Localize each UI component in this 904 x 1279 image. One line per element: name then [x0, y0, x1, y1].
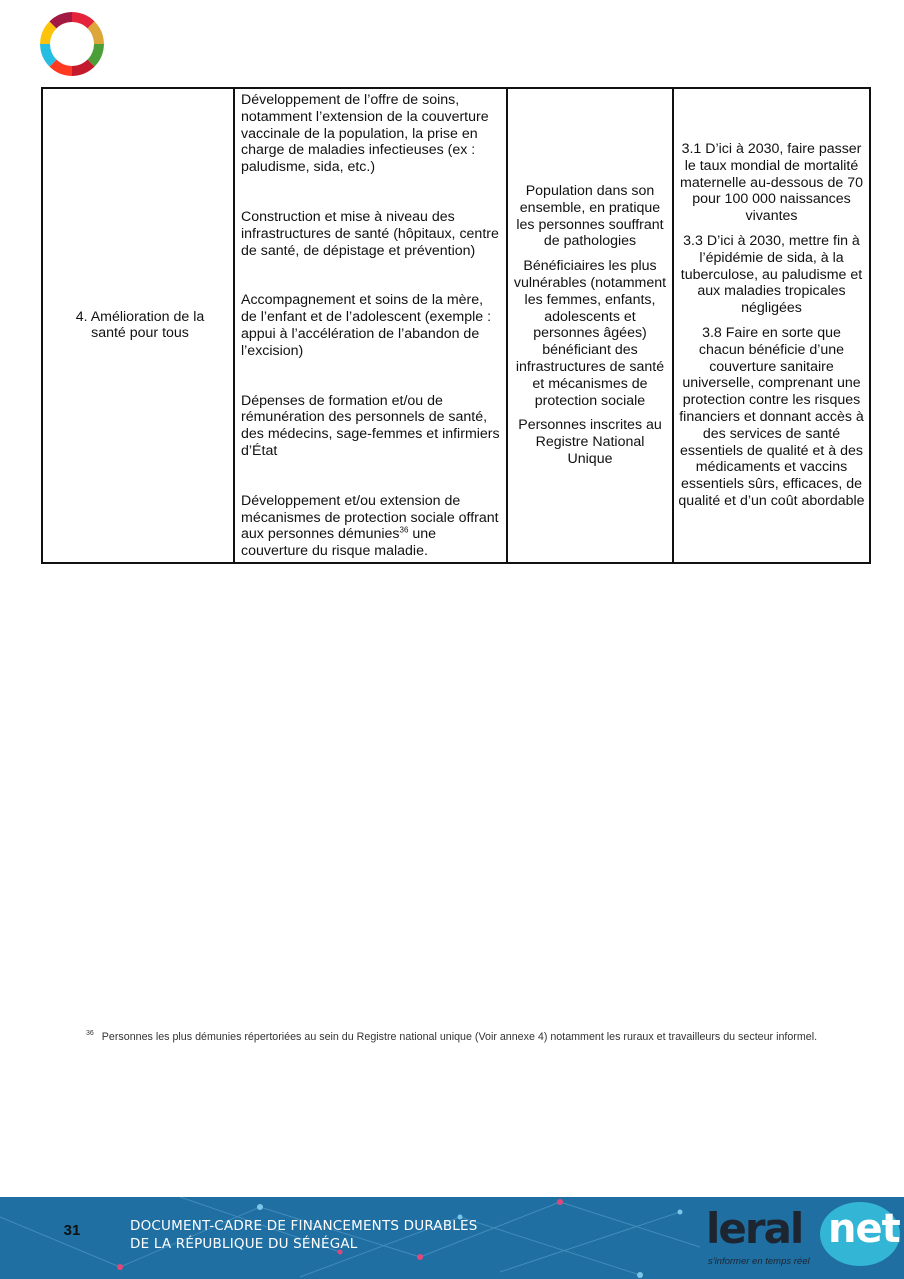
expenditure-item: Construction et mise à niveau des infrastructures de santé (hôpitaux, centre de santé, de dépistage et prévention) [241, 208, 499, 259]
footnote [86, 1030, 826, 1044]
footer-title [130, 1217, 478, 1253]
beneficiary-item: Population dans son ensemble, en pratique les personnes souffrant de pathologies [516, 183, 664, 250]
expenditure-item: Développement de l’offre de soins, notamment l’extension de la couverture vaccinale de la population, la prise en charge de maladies infectieuses (ex : paludisme, sida, etc.) [241, 92, 489, 176]
targets-cell [673, 88, 870, 563]
target-item: 3.1 D’ici à 2030, faire passer le taux mondial de mortalité maternelle au-dessous de 70 pour 100 000 naissances vivantes [680, 141, 863, 225]
leral-net-logo[interactable] [704, 1200, 904, 1279]
target-item: 3.3 D’ici à 2030, mettre fin à l’épidémie de sida, à la tuberculose, au paludisme et aux maladies tropicales négligées [680, 233, 863, 317]
beneficiary-item: Personnes inscrites au Registre National Unique [518, 417, 662, 468]
expenditure-item-tail: une couverture du risque maladie. [241, 526, 437, 560]
expenditure-item-last [241, 493, 500, 560]
sdg-wheel-icon [40, 12, 104, 76]
expenditure-item: Dépenses de formation et/ou de rémunération des personnels de santé, des médecins, sage-femmes et infirmiers d’État [241, 392, 500, 459]
expenditure-item: Accompagnement et soins de la mère, de l’enfant et de l’adolescent (exemple : appui à l’accélération de l’abandon de l’excision) [241, 292, 492, 359]
footnote-text: Personnes les plus démunies répertoriées au sein du Registre national unique (Voir annexe 4) notamment les ruraux et travailleurs du secteur informel. [101, 1031, 818, 1043]
table-row [42, 88, 870, 563]
logo-text-net: net [828, 1206, 900, 1252]
logo-text-leral: leral [706, 1204, 803, 1253]
expenditures-cell [234, 88, 507, 563]
expenditure-item-text: Développement et/ou extension de mécanismes de protection sociale offrant aux personnes démunies [241, 492, 499, 543]
content-table [41, 87, 871, 564]
footnote-ref[interactable]: 36 [399, 525, 409, 535]
goal-label: 4. Amélioration de la santé pour tous [75, 308, 205, 342]
footer-title-line: DE LA RÉPUBLIQUE DU SÉNÉGAL [130, 1236, 358, 1252]
logo-tagline: s'informer en temps réel [708, 1256, 810, 1267]
footnote-number: 36 [86, 1030, 94, 1038]
page-number: 31 [63, 1222, 81, 1239]
beneficiary-item: Bénéficiaires les plus vulnérables (notamment les femmes, enfants, adolescents et personnes âgées) bénéficiant des infrastructures de santé et mécanismes de protection sociale [513, 258, 667, 409]
beneficiaries-cell [507, 88, 673, 563]
goal-cell [42, 88, 234, 563]
footer-title-line: DOCUMENT-CADRE DE FINANCEMENTS DURABLES [130, 1218, 478, 1234]
target-item: 3.8 Faire en sorte que chacun bénéficie d’une couverture sanitaire universelle, comprenant une protection contre les risques financiers et donnant accès à des services de santé essentiels de qualité et à des médicaments et vaccins essentiels sûrs, efficaces, de qualité et d’un coût abordable [678, 325, 865, 510]
